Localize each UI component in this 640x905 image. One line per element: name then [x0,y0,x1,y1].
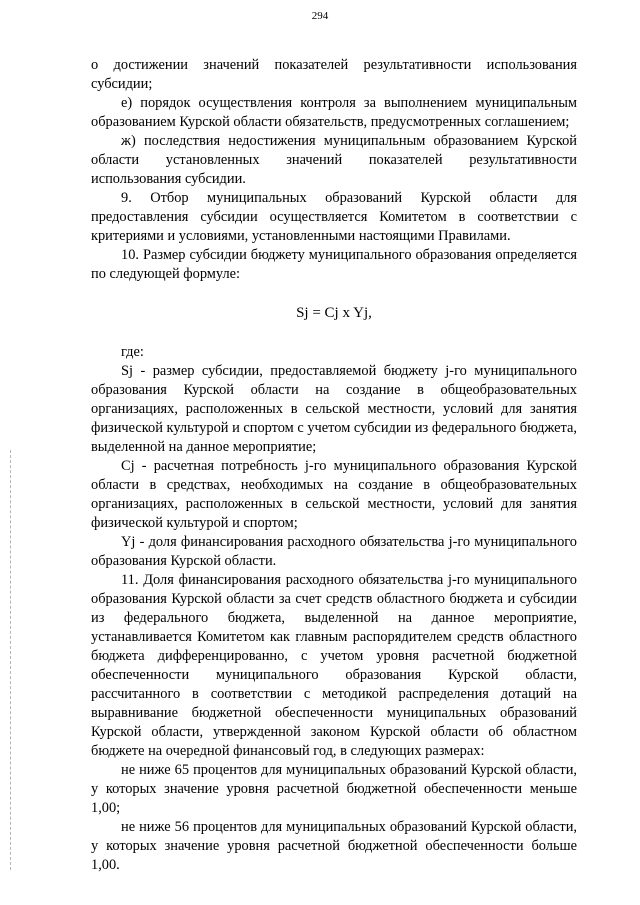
margin-guide-line [10,450,12,870]
definition-yj: Yj - доля финансирования расходного обязательства j-го муниципального образования Курской области. [91,534,577,569]
paragraph-56-percent: не ниже 56 процентов для муниципальных образований Курской области, у которых значение уровня расчетной бюджетной обеспеченности больше 1,00. [91,819,577,873]
paragraph-9-selection: 9. Отбор муниципальных образований Курской области для предоставления субсидии осуществляется Комитетом в соответствии с критериями и условиями, установленными настоящими Правилами. [91,190,577,244]
paragraph-where: где: [121,344,144,360]
paragraph-11-financing-share: 11. Доля финансирования расходного обязательства j-го муниципального образования Курской области за счет средств областного бюджета и субсидии из федерального бюджета, выделенной на данное мероприятие, устанавливается Комитетом как главным распорядителем средств областного бюджета дифференцированно, с учетом уровня расчетной бюджетной обеспеченности муниципального образования Курской области, рассчитанного в соответствии с методикой распределения дотаций на выравнивание бюджетной обеспеченности муниципальных образований Курской области, утвержденной законом Курской области об областном бюджете на очередной финансовый год, в следующих размерах: [91,572,577,759]
page-number: 294 [311,10,329,22]
definition-sj: Sj - размер субсидии, предоставляемой бюджету j-го муниципального образования Курской области на создание в общеобразовательных организациях, расположенных в сельской местности, условий для занятия физической культурой и спортом с учетом субсидии из федерального бюджета, выделенной на данное мероприятие; [91,363,577,455]
paragraph-item-e-control: е) порядок осуществления контроля за выполнением муниципальным образованием Курской области обязательств, предусмотренных соглашением; [91,95,577,130]
paragraph-65-percent: не ниже 65 процентов для муниципальных образований Курской области, у которых значение уровня расчетной бюджетной обеспеченности меньше 1,00; [91,762,577,816]
subsidy-formula: Sj = Cj x Yj, [296,305,372,321]
document-body [91,56,577,875]
paragraph-results-achievement: о достижении значений показателей результативности использования субсидии; [91,57,577,92]
paragraph-item-zh-consequences: ж) последствия недостижения муниципальным образованием Курской области установленных значений показателей результативности использования субсидии. [91,133,577,187]
paragraph-10-subsidy-size: 10. Размер субсидии бюджету муниципального образования определяется по следующей формуле: [91,247,577,282]
definition-cj: Cj - расчетная потребность j-го муниципального образования Курской области в средствах, необходимых на создание в общеобразовательных организациях, расположенных в сельской местности, условий для занятия физической культурой и спортом; [91,458,577,531]
